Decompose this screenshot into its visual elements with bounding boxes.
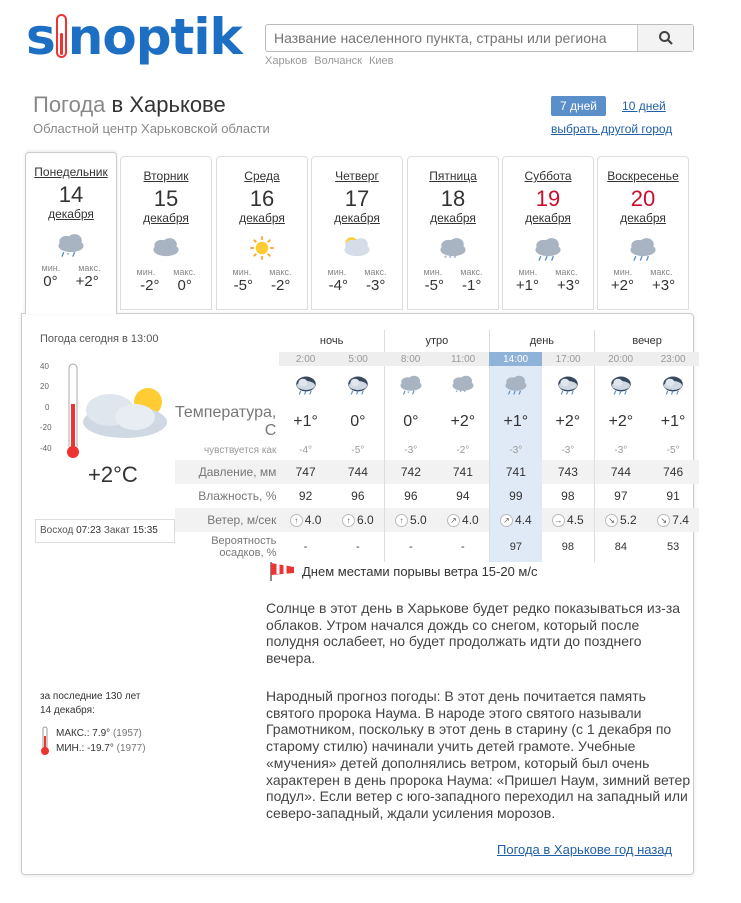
hour-feel: -3°	[509, 444, 523, 456]
hour-temp: +2°	[450, 413, 476, 430]
historical-records: за последние 130 лет 14 декабря: МАКС.: 7.9° (1957) МИН.: -19.7° (1977)	[40, 691, 146, 754]
hour-humidity: 92	[298, 489, 313, 503]
hour-temp: +1°	[660, 413, 686, 430]
hour-pressure: 744	[347, 465, 368, 479]
min-max-labels: мин. макс.	[327, 267, 387, 277]
sunrise-sunset: Восход 07:23 Закат 15:35	[35, 519, 175, 543]
page-subtitle: Областной центр Харьковской области	[33, 121, 270, 136]
day-tab[interactable]	[25, 152, 117, 314]
sun-icon	[244, 234, 280, 262]
hour-precip: -	[409, 541, 413, 553]
thermometer-icon	[40, 726, 50, 756]
min-max-labels: мин. макс.	[232, 267, 292, 277]
hour-humidity: 99	[509, 489, 523, 503]
period-row	[175, 330, 699, 352]
day-description: Солнце в этот день в Харькове будет редко показываться из-за облаков. Утром начался дождь со снегом, который после полудня ослабеет, но будет продолжать идти до позднего вечера.	[266, 600, 681, 666]
svg-text:*: *	[407, 390, 410, 396]
cloud-rain-snow-icon	[396, 372, 426, 396]
min-max-temps: -4° -3°	[328, 277, 386, 294]
hour-pressure: 742	[400, 465, 421, 479]
year-ago-link[interactable]: Погода в Харькове год назад	[497, 842, 673, 857]
hour-label: 14:00	[489, 352, 542, 366]
hour-temp: +2°	[608, 413, 634, 430]
hour-humidity: 91	[666, 489, 680, 503]
hour-pressure: 741	[505, 465, 526, 479]
search-icon	[658, 30, 674, 46]
hour-temp: 0°	[403, 413, 419, 430]
hour-label: 2:00	[279, 352, 332, 366]
day-name: Суббота	[524, 169, 572, 183]
min-max-temps: -2° 0°	[140, 277, 192, 294]
hour-wind: 4.0	[304, 512, 322, 527]
hour-wind: 5.0	[410, 512, 427, 527]
period-label: утро	[384, 330, 489, 352]
wind-direction-icon: ↑	[395, 514, 408, 527]
min-max-temps: -5° -1°	[424, 277, 482, 294]
moon-cloud-icon	[658, 372, 688, 396]
hour-wind: 5.2	[620, 512, 637, 527]
wind-direction-icon: ↘	[657, 514, 670, 527]
folk-forecast: Народный прогноз погоды: В этот день почитается память святого пророка Наума. В народе этого святого называли Грамотником, поскольку в этот день в старину (с 1 декабря по старому стилю) начинали учить детей грамоте. Учебные «мучения» детей дополнялись ветром, который был очень характерен в день пророка Наума: «Пришел Наум, зимний ветер подул». Если ветер с юго-западного переходил на западный или северо-западный, ждали усиления морозов.	[266, 688, 691, 821]
current-temperature: +2°C	[88, 462, 138, 487]
day-name: Среда	[244, 169, 280, 183]
hour-wind: 4.4	[515, 512, 532, 527]
hour-temp: 0°	[350, 413, 366, 430]
thermometer-logo-icon	[56, 14, 67, 58]
hour-label: 17:00	[542, 352, 595, 366]
hour-feel: -5°	[351, 444, 365, 456]
hourly-table	[175, 330, 699, 562]
day-tab[interactable]	[120, 156, 212, 310]
scale-label: 0	[45, 403, 50, 412]
hour-feel: -3°	[561, 444, 575, 456]
svg-text:* * *: * * *	[444, 253, 457, 262]
cloud-rain-icon	[625, 234, 661, 262]
row-label: Ветер, м/сек	[175, 508, 279, 532]
scale-label: -40	[40, 444, 52, 453]
day-date: 15	[153, 186, 179, 211]
hour-feel: -4°	[299, 444, 313, 456]
hour-label: 20:00	[594, 352, 647, 366]
day-icon-wrap	[312, 231, 402, 265]
now-label: Погода сегодня в 13:00	[40, 333, 159, 345]
scale-label: 20	[40, 382, 49, 391]
hour-humidity: 98	[561, 489, 575, 503]
row-label	[175, 366, 279, 404]
hour-wind: 4.5	[567, 512, 584, 527]
day-month: декабря	[334, 211, 380, 225]
day-month: декабря	[620, 211, 666, 225]
hour-feel: -2°	[456, 444, 470, 456]
day-month: декабря	[239, 211, 285, 225]
moon-cloud-icon	[553, 372, 583, 396]
min-max-labels: мин. макс.	[423, 267, 483, 277]
hour-precip: 97	[509, 541, 522, 553]
hour-precip: 53	[666, 541, 680, 553]
quick-link[interactable]: Харьков	[265, 55, 308, 67]
temperature-row	[175, 404, 699, 440]
cloud-rain-icon	[530, 234, 566, 262]
day-tab[interactable]	[216, 156, 308, 310]
range-7-days[interactable]: 7 дней	[551, 96, 606, 116]
cloud-rain-icon	[501, 372, 531, 396]
day-name: Пятница	[429, 169, 477, 183]
hour-feel: -3°	[404, 444, 418, 456]
day-tab[interactable]	[311, 156, 403, 310]
wind-direction-icon: ↑	[342, 514, 355, 527]
day-month: декабря	[525, 211, 571, 225]
hour-humidity: 94	[456, 489, 470, 503]
wind-direction-icon: →	[552, 514, 565, 527]
wind-direction-icon: ↗	[500, 514, 513, 527]
hour-precip: -	[356, 541, 360, 553]
scale-label: -20	[40, 423, 52, 432]
period-label: вечер	[632, 335, 662, 347]
day-icon-wrap	[408, 231, 498, 265]
hour-humidity: 96	[351, 489, 365, 503]
hour-temp: +2°	[555, 413, 581, 430]
cloud-overcast-icon	[148, 234, 184, 262]
wind-gust-warning: Днем местами порывы ветра 15-20 м/с	[268, 560, 537, 582]
hour-precip: -	[461, 541, 465, 553]
icons-row	[175, 366, 699, 404]
day-date: 16	[249, 186, 275, 211]
hour-precip: 98	[561, 541, 574, 553]
hour-temp: +1°	[503, 413, 529, 430]
min-max-temps: -5° -2°	[233, 277, 291, 294]
svg-text:*: *	[66, 250, 70, 258]
hour-pressure: 741	[452, 465, 473, 479]
hours-row	[175, 352, 699, 366]
hour-pressure: 747	[295, 465, 316, 479]
day-month: декабря	[48, 207, 94, 221]
day-date: 19	[535, 186, 561, 211]
day-tab[interactable]	[597, 156, 689, 310]
row-label: Вероятность осадков, %	[211, 535, 277, 559]
moon-cloud-icon	[606, 372, 636, 396]
search-button[interactable]	[637, 25, 693, 51]
hour-pressure: 743	[557, 465, 578, 479]
day-icon-wrap	[121, 231, 211, 265]
min-max-temps: +1° +3°	[515, 277, 581, 294]
day-tabs	[21, 152, 694, 314]
row-label: чувствуется как	[203, 444, 277, 456]
cloud-rain-snow-icon	[53, 230, 89, 258]
day-tab[interactable]	[407, 156, 499, 310]
pressure-row	[175, 460, 699, 484]
scale-label: 40	[40, 362, 49, 371]
wind-row	[175, 508, 699, 532]
hour-temp: +1°	[293, 413, 318, 430]
temperature-scale	[40, 362, 80, 458]
hour-feel: -5°	[666, 444, 680, 456]
day-date: 20	[630, 186, 656, 211]
hour-humidity: 97	[614, 489, 628, 503]
hour-pressure: 746	[663, 465, 684, 479]
day-icon-wrap	[598, 231, 688, 265]
moon-cloud-icon	[343, 372, 373, 396]
day-tab[interactable]	[502, 156, 594, 310]
hour-label: 8:00	[384, 352, 437, 366]
range-switch	[551, 96, 666, 116]
day-name: Четверг	[335, 169, 379, 183]
moon-cloud-icon	[291, 372, 321, 396]
hour-label: 11:00	[437, 352, 490, 366]
quick-link[interactable]: Киев	[368, 55, 394, 67]
sun-cloud-icon	[339, 234, 375, 262]
hour-label: 5:00	[332, 352, 385, 366]
day-month: декабря	[143, 211, 189, 225]
min-max-labels: мин. макс.	[136, 267, 196, 277]
feels-like-row	[175, 440, 699, 460]
day-name: Понедельник	[34, 165, 108, 179]
min-max-labels: мин. макс.	[41, 263, 101, 273]
hour-humidity: 96	[404, 489, 418, 503]
hour-precip: 84	[614, 541, 627, 553]
day-name: Воскресенье	[607, 169, 679, 183]
svg-text:* * *: * * *	[455, 390, 466, 396]
wind-direction-icon: ↑	[290, 514, 303, 527]
quick-links	[265, 55, 397, 67]
sinoptik-logo[interactable]: s noptik	[26, 8, 242, 66]
cloud-snow-icon	[435, 234, 471, 262]
windsock-icon	[268, 560, 298, 582]
day-month: декабря	[430, 211, 476, 225]
quick-link[interactable]: Волчанск	[314, 55, 362, 67]
row-label: Температура, С	[175, 404, 277, 439]
now-weather-icon	[40, 362, 180, 462]
day-icon-wrap	[26, 227, 116, 261]
row-label: Давление, мм	[175, 460, 279, 484]
hour-precip: -	[303, 541, 308, 553]
day-icon-wrap	[503, 231, 593, 265]
range-10-days[interactable]: 10 дней	[622, 99, 666, 113]
day-name: Вторник	[143, 169, 189, 183]
row-label: Влажность, %	[198, 489, 277, 503]
choose-city-link[interactable]: выбрать другой город	[551, 122, 673, 136]
page-title: Погода в Харькове	[33, 92, 226, 117]
day-date: 17	[344, 186, 370, 211]
min-max-temps: 0° +2°	[43, 273, 99, 290]
hour-feel: -3°	[614, 444, 628, 456]
hour-wind: 6.0	[357, 512, 374, 527]
period-label: ночь	[279, 330, 384, 352]
hour-wind: 7.4	[672, 512, 689, 527]
hour-label: 23:00	[647, 352, 700, 366]
wind-direction-icon: ↘	[605, 514, 618, 527]
precip-prob-row	[175, 532, 699, 562]
day-date: 18	[440, 186, 466, 211]
humidity-row	[175, 484, 699, 508]
hour-pressure: 744	[610, 465, 631, 479]
min-max-temps: +2° +3°	[610, 277, 676, 294]
min-max-labels: мин. макс.	[518, 267, 578, 277]
search-input[interactable]	[266, 25, 637, 51]
day-date: 14	[58, 182, 84, 207]
min-max-labels: мин. макс.	[613, 267, 673, 277]
wind-direction-icon: ↗	[447, 514, 460, 527]
hour-wind: 4.0	[462, 512, 479, 527]
search-box	[265, 24, 694, 52]
cloud-snow-icon	[448, 372, 478, 396]
day-icon-wrap	[217, 231, 307, 265]
period-label: день	[489, 330, 594, 352]
